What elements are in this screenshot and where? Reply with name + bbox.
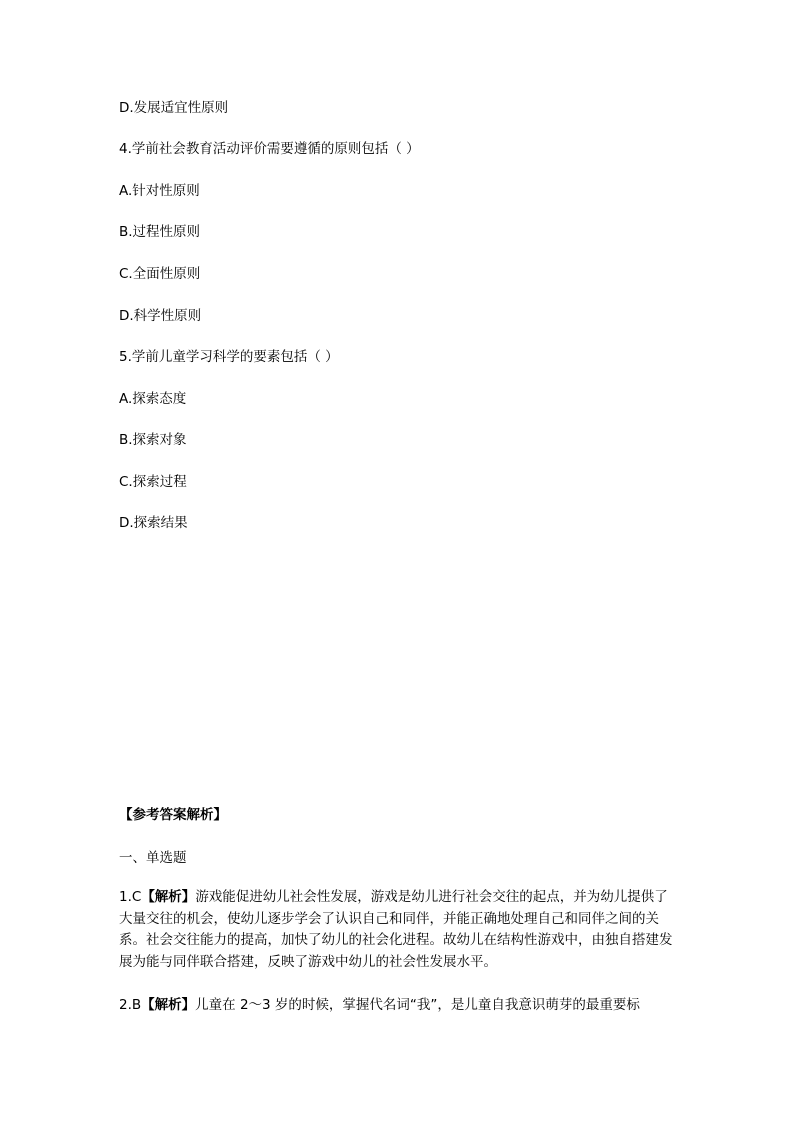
q4-option-a: A.针对性原则 [119, 183, 200, 199]
q4-stem: 4.学前社会教育活动评价需要遵循的原则包括（ ） [119, 141, 420, 157]
answer-1-number: 1.C [119, 889, 142, 905]
answer-item-1 [119, 887, 675, 973]
q5-option-a: A.探索态度 [119, 391, 187, 407]
q4-option-c: C.全面性原则 [119, 266, 201, 282]
q5-option-b: B.探索对象 [119, 432, 187, 448]
answers-title: 【参考答案解析】 [119, 807, 227, 823]
answers-section-heading: 一、单选题 [119, 850, 187, 866]
answer-1-tag: 【解析】 [141, 889, 196, 905]
q3-option-d: D.发展适宜性原则 [119, 100, 229, 116]
q5-option-d: D.探索结果 [119, 515, 188, 531]
answer-2-tag: 【解析】 [141, 997, 196, 1013]
answer-item-2 [119, 995, 675, 1017]
q4-option-b: B.过程性原则 [119, 224, 201, 240]
q4-option-d: D.科学性原则 [119, 308, 202, 324]
q5-option-c: C.探索过程 [119, 474, 187, 490]
answer-2-text: 儿童在 2～3 岁的时候，掌握代名词“我”，是儿童自我意识萌芽的最重要标 [195, 997, 640, 1013]
answer-1-text: 游戏能促进幼儿社会性发展，游戏是幼儿进行社会交往的起点，并为幼儿提供了大量交往的机会，使幼儿逐步学会了认识自己和同伴，并能正确地处理自己和同伴之间的关系。社会交往能力的提高，加快了幼儿的社会化进程。故幼儿在结构性游戏中，由独自搭建发展为能与同伴联合搭建，反映了游戏中幼儿的社会性发展水平。 [119, 889, 673, 970]
q5-stem: 5.学前儿童学习科学的要素包括（ ） [119, 349, 339, 365]
answer-2-number: 2.B [119, 997, 142, 1013]
